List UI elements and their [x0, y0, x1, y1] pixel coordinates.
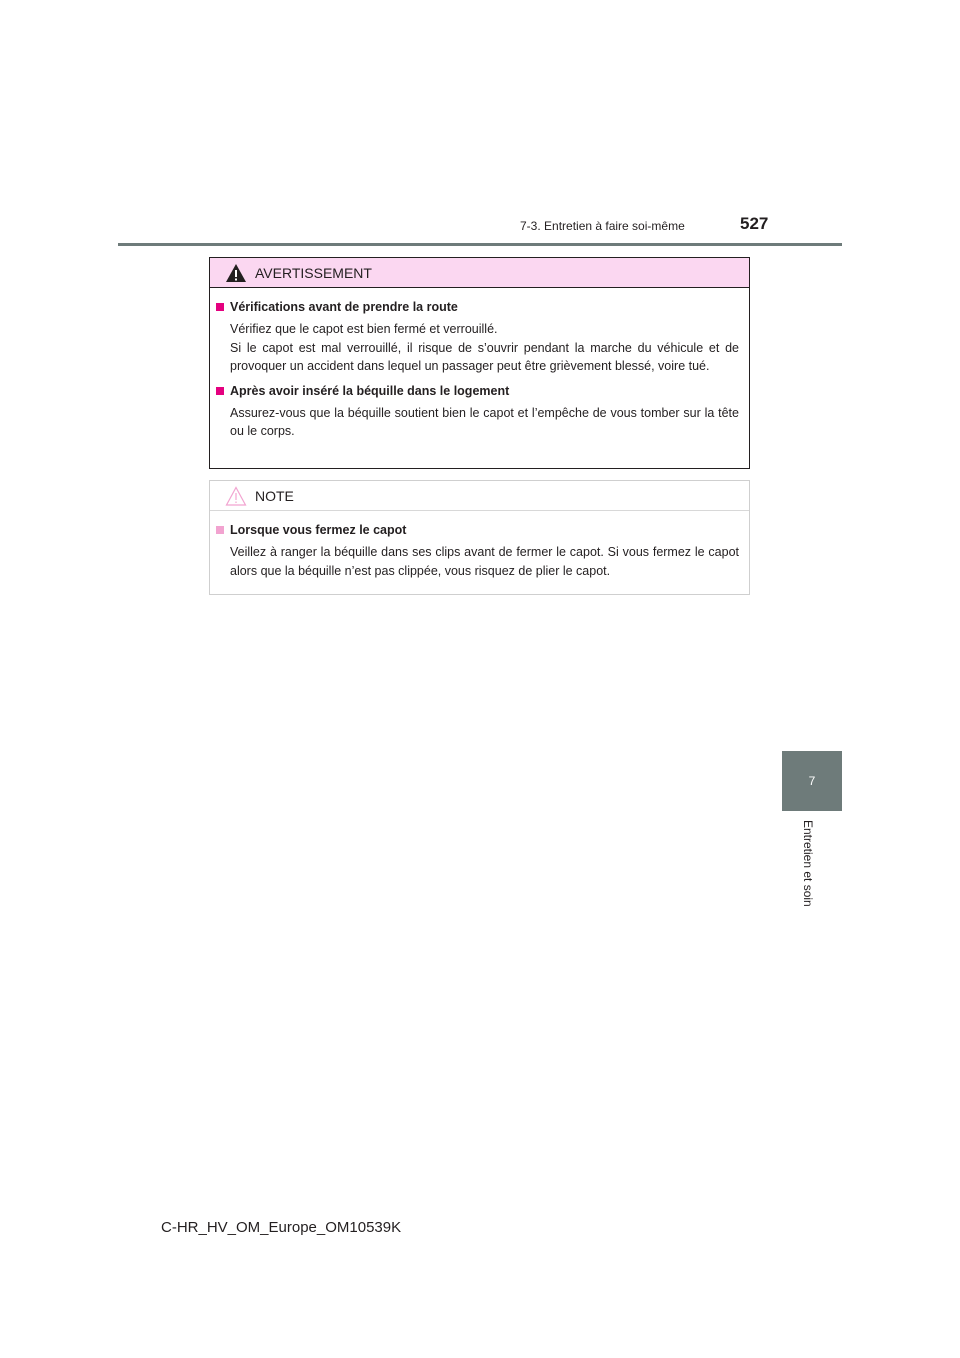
- warning-header: [210, 258, 749, 288]
- header-section-title: 7-3. Entretien à faire soi-même: [520, 219, 685, 233]
- square-bullet-icon: [216, 387, 224, 395]
- note-heading: NOTE: [255, 487, 294, 504]
- warning-triangle-icon: [225, 263, 247, 283]
- document-code: C-HR_HV_OM_Europe_OM10539K: [161, 1219, 402, 1236]
- caution-triangle-icon: [225, 486, 247, 506]
- warning-body: [210, 288, 749, 441]
- warning-item-text: Vérifiez que le capot est bien fermé et verrouillé. Si le capot est mal verrouillé, il risque de s’ouvrir pendant la marche du véhicule et de provoquer un accident dans lequel un passager peut être grièvement blessé, voire tué.: [230, 322, 739, 373]
- note-item-text: Veillez à ranger la béquille dans ses clips avant de fermer le capot. Si vous fermez le capot alors que la béquille n’est pas clippée, vous risquez de plier le capot.: [230, 545, 739, 578]
- page-number: 527: [740, 214, 769, 233]
- header-rule: [118, 243, 842, 246]
- square-bullet-icon: [216, 526, 224, 534]
- note-box: [209, 480, 750, 595]
- note-body: [210, 511, 749, 580]
- warning-box: [209, 257, 750, 469]
- chapter-title: Entretien et soin: [801, 820, 815, 907]
- note-item-title: Lorsque vous fermez le capot: [216, 521, 739, 539]
- chapter-number: 7: [808, 774, 816, 788]
- warning-heading: AVERTISSEMENT: [255, 264, 372, 281]
- warning-item-text: Assurez-vous que la béquille soutient bien le capot et l’empêche de vous tomber sur la tête ou le corps.: [230, 405, 739, 438]
- note-header: [210, 481, 749, 511]
- square-bullet-icon: [216, 303, 224, 311]
- chapter-tab: [782, 751, 842, 811]
- warning-item-title: Vérifications avant de prendre la route: [216, 298, 739, 316]
- warning-item-title: Après avoir inséré la béquille dans le logement: [216, 382, 739, 400]
